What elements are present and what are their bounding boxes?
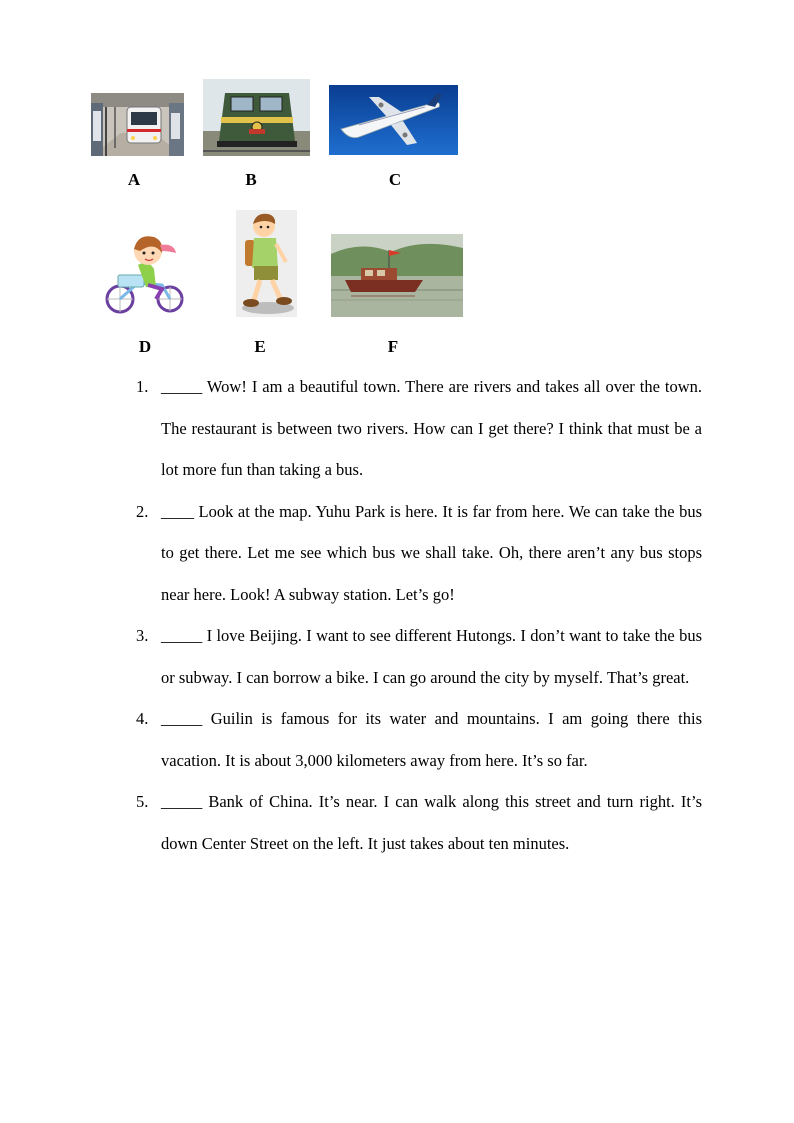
picture-d-bike	[104, 229, 186, 317]
question-item	[136, 615, 702, 698]
question-text: _____ Guilin is famous for its water and mountains. I am going there this vacation. It is about 3,000 kilometers away from here. It’s so far.	[161, 709, 702, 770]
picture-e-walking	[236, 210, 297, 317]
question-number: 4.	[136, 709, 149, 728]
boy-walking-icon	[236, 210, 297, 317]
question-number: 2.	[136, 501, 149, 521]
question-number: 1.	[136, 377, 149, 396]
boat-icon	[331, 234, 463, 317]
picture-f-boat	[331, 234, 463, 317]
picture-label-d: D	[138, 337, 152, 356]
question-item	[136, 698, 702, 781]
question-number: 5.	[136, 792, 149, 811]
question-item	[136, 781, 702, 864]
picture-label-c: C	[388, 170, 402, 189]
question-text: _____ I love Beijing. I want to see different Hutongs. I don’t want to take the bus or subway. I can borrow a bike. I can go around the city by myself. That’s great.	[161, 626, 702, 687]
picture-a-subway	[91, 93, 184, 156]
question-list	[136, 366, 702, 864]
question-item	[136, 366, 702, 491]
girl-riding-bike-icon	[104, 229, 186, 317]
question-number: 3.	[136, 626, 149, 645]
question-text: ____ Look at the map. Yuhu Park is here. It is far from here. We can take the bus to get there. Let me see which bus we shall take. Oh, there aren’t any bus stops near here. Look! A subway station. Let’s go!	[161, 501, 702, 604]
question-text: _____ Wow! I am a beautiful town. There are rivers and takes all over the town. The restaurant is between two rivers. How can I get there? I think that must be a lot more fun than taking a bus.	[161, 377, 702, 479]
train-icon	[203, 79, 310, 156]
question-text: _____ Bank of China. It’s near. I can walk along this street and turn right. It’s down Center Street on the left. It just takes about ten minutes.	[161, 792, 702, 853]
airplane-icon	[329, 85, 458, 155]
picture-b-train	[203, 79, 310, 156]
question-item	[136, 491, 702, 616]
picture-label-a: A	[127, 170, 141, 189]
picture-label-b: B	[245, 170, 257, 189]
picture-label-e: E	[254, 337, 266, 356]
subway-train-icon	[91, 93, 184, 156]
picture-c-airplane	[329, 85, 458, 155]
picture-label-f: F	[387, 337, 399, 356]
